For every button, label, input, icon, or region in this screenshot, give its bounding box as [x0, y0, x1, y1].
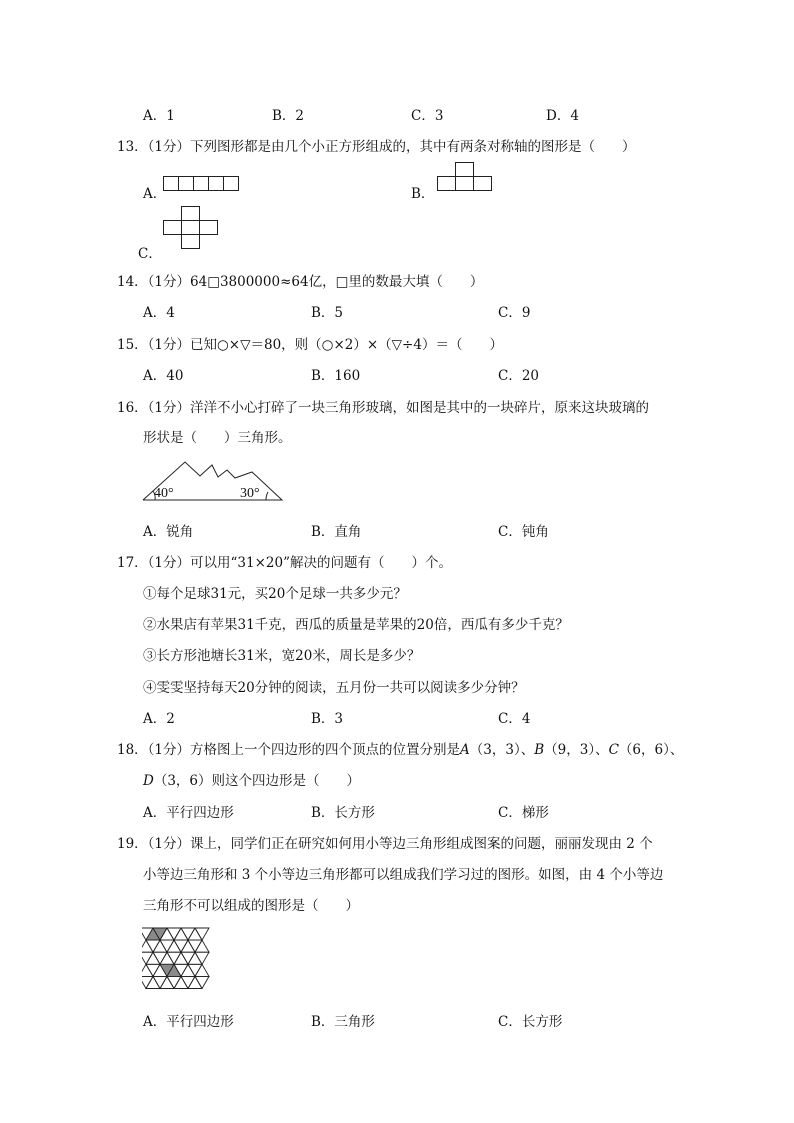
q13-figure-a — [162, 176, 242, 192]
q18-vertex-d: D — [143, 773, 154, 789]
grid-triangle — [160, 976, 174, 988]
grid-triangle — [181, 928, 195, 940]
grid-triangle — [188, 976, 202, 988]
grid-triangle — [195, 928, 209, 940]
q13-label-c: C． — [138, 246, 162, 262]
q16-stem-line1: 16．（1分）洋洋不小心打碎了一块三角形玻璃，如图是其中的一块碎片，原来这块玻璃的 — [117, 400, 650, 416]
grid-triangle — [153, 952, 167, 964]
grid-triangle — [181, 976, 195, 988]
q19-stem-line2: 小等边三角形和 3 个小等边三角形都可以组成我们学习过的图形。如图，由 4 个小等边 — [143, 867, 664, 883]
grid-triangle — [167, 976, 181, 988]
q13-figure-c — [162, 206, 222, 250]
q18-option-b: B．长方形 — [311, 805, 375, 821]
grid-triangle — [174, 976, 188, 988]
grid-triangle — [188, 940, 202, 952]
q18-vertex-b: B — [534, 742, 545, 758]
q15-option-b: B．160 — [311, 368, 361, 384]
grid-triangle — [195, 940, 209, 952]
q19-option-c: C．长方形 — [498, 1014, 563, 1030]
grid-triangle — [174, 928, 188, 940]
q14-stem: 14．（1分）64□3800000≈64亿，□里的数最大填（ ） — [117, 274, 484, 290]
q17-item-4: ④雯雯坚持每天20分钟的阅读，五月份一共可以阅读多少分钟？ — [143, 680, 525, 696]
grid-triangle — [160, 940, 174, 952]
grid-triangle — [167, 940, 181, 952]
q17-item-3: ③长方形池塘长31米，宽20米，周长是多少？ — [143, 648, 421, 664]
grid-triangle — [195, 976, 209, 988]
q17-item-1: ①每个足球31元，买20个足球一共多少元？ — [143, 586, 407, 602]
grid-triangle — [195, 964, 209, 976]
q18-coord-a: （3，3）、 — [469, 742, 535, 758]
q12-option-c: C．3 — [411, 108, 444, 124]
q19-stem-line3: 三角形不可以组成的图形是（ ） — [143, 898, 359, 914]
grid-triangle — [153, 976, 167, 988]
q13-stem: 13．（1分）下列图形都是由几个小正方形组成的，其中有两条对称轴的图形是（ ） — [117, 139, 636, 155]
q16-angle-left-label: 40° — [154, 486, 174, 501]
grid-triangle — [167, 928, 181, 940]
grid-triangle — [174, 952, 188, 964]
q16-stem-line2: 形状是（ ）三角形。 — [143, 430, 292, 446]
q15-option-a: A．40 — [143, 368, 184, 384]
q18-stem-line1 — [117, 738, 683, 758]
q16-option-b: B．直角 — [311, 524, 362, 540]
q17-option-b: B．3 — [311, 711, 344, 727]
q13-label-a: A． — [143, 186, 167, 202]
q13-label-b: B． — [411, 186, 435, 202]
q17-item-2: ②水果店有苹果31千克，西瓜的质量是苹果的20倍，西瓜有多少千克？ — [143, 617, 569, 633]
q12-option-d: D．4 — [546, 108, 579, 124]
grid-triangle — [188, 928, 202, 940]
q14-option-a: A．4 — [143, 305, 175, 321]
q16-option-c: C．钝角 — [498, 524, 549, 540]
q19-option-a: A．平行四边形 — [143, 1014, 234, 1030]
q19-option-b: B．三角形 — [311, 1014, 375, 1030]
q13-figure-b — [436, 162, 496, 192]
grid-triangle — [146, 952, 160, 964]
q19-triangle-grid-figure — [142, 926, 218, 994]
q16-angle-right-label: 30° — [240, 486, 260, 501]
q15-option-c: C．20 — [498, 368, 540, 384]
grid-triangle — [188, 952, 202, 964]
q18-vertex-a: A — [460, 742, 470, 758]
q18-stem-line2 — [143, 769, 360, 789]
q19-stem-line1: 19．（1分）课上，同学们正在研究如何用小等边三角形组成图案的问题，丽丽发现由 2 个 — [117, 836, 653, 852]
q18-coord-c: （6，6）、 — [618, 742, 684, 758]
q18-option-c: C．梯形 — [498, 805, 549, 821]
grid-triangle — [188, 964, 202, 976]
grid-triangle — [181, 964, 195, 976]
q17-option-c: C．4 — [498, 711, 531, 727]
grid-triangle — [174, 940, 188, 952]
q14-option-c: C．9 — [498, 305, 531, 321]
q18-coord-b: （9，3）、 — [544, 742, 609, 758]
q18-stem-prefix: 18．（1分）方格图上一个四边形的四个顶点的位置分别是 — [117, 742, 461, 758]
grid-triangle — [146, 976, 160, 988]
q18-coord-d: （3，6）则这个四边形是（ ） — [153, 773, 361, 789]
grid-triangle — [146, 964, 160, 976]
grid-triangle — [181, 952, 195, 964]
grid-triangle — [146, 940, 160, 952]
grid-triangle — [153, 940, 167, 952]
grid-triangle — [181, 940, 195, 952]
q14-option-b: B．5 — [311, 305, 344, 321]
q18-vertex-c: C — [608, 742, 619, 758]
q18-option-a: A．平行四边形 — [143, 805, 234, 821]
grid-triangle — [167, 952, 181, 964]
q17-stem: 17．（1分）可以用“31×20”解决的问题有（ ）个。 — [117, 555, 452, 571]
q15-stem: 15．（1分）已知○×▽＝80，则（○×2）×（▽÷4）＝（ ） — [117, 337, 503, 353]
q12-option-a: A．1 — [143, 108, 175, 124]
grid-triangle — [160, 952, 174, 964]
q16-option-a: A．锐角 — [143, 524, 194, 540]
q17-option-a: A．2 — [143, 711, 175, 727]
grid-triangle — [195, 952, 209, 964]
q12-option-b: B．2 — [272, 108, 305, 124]
